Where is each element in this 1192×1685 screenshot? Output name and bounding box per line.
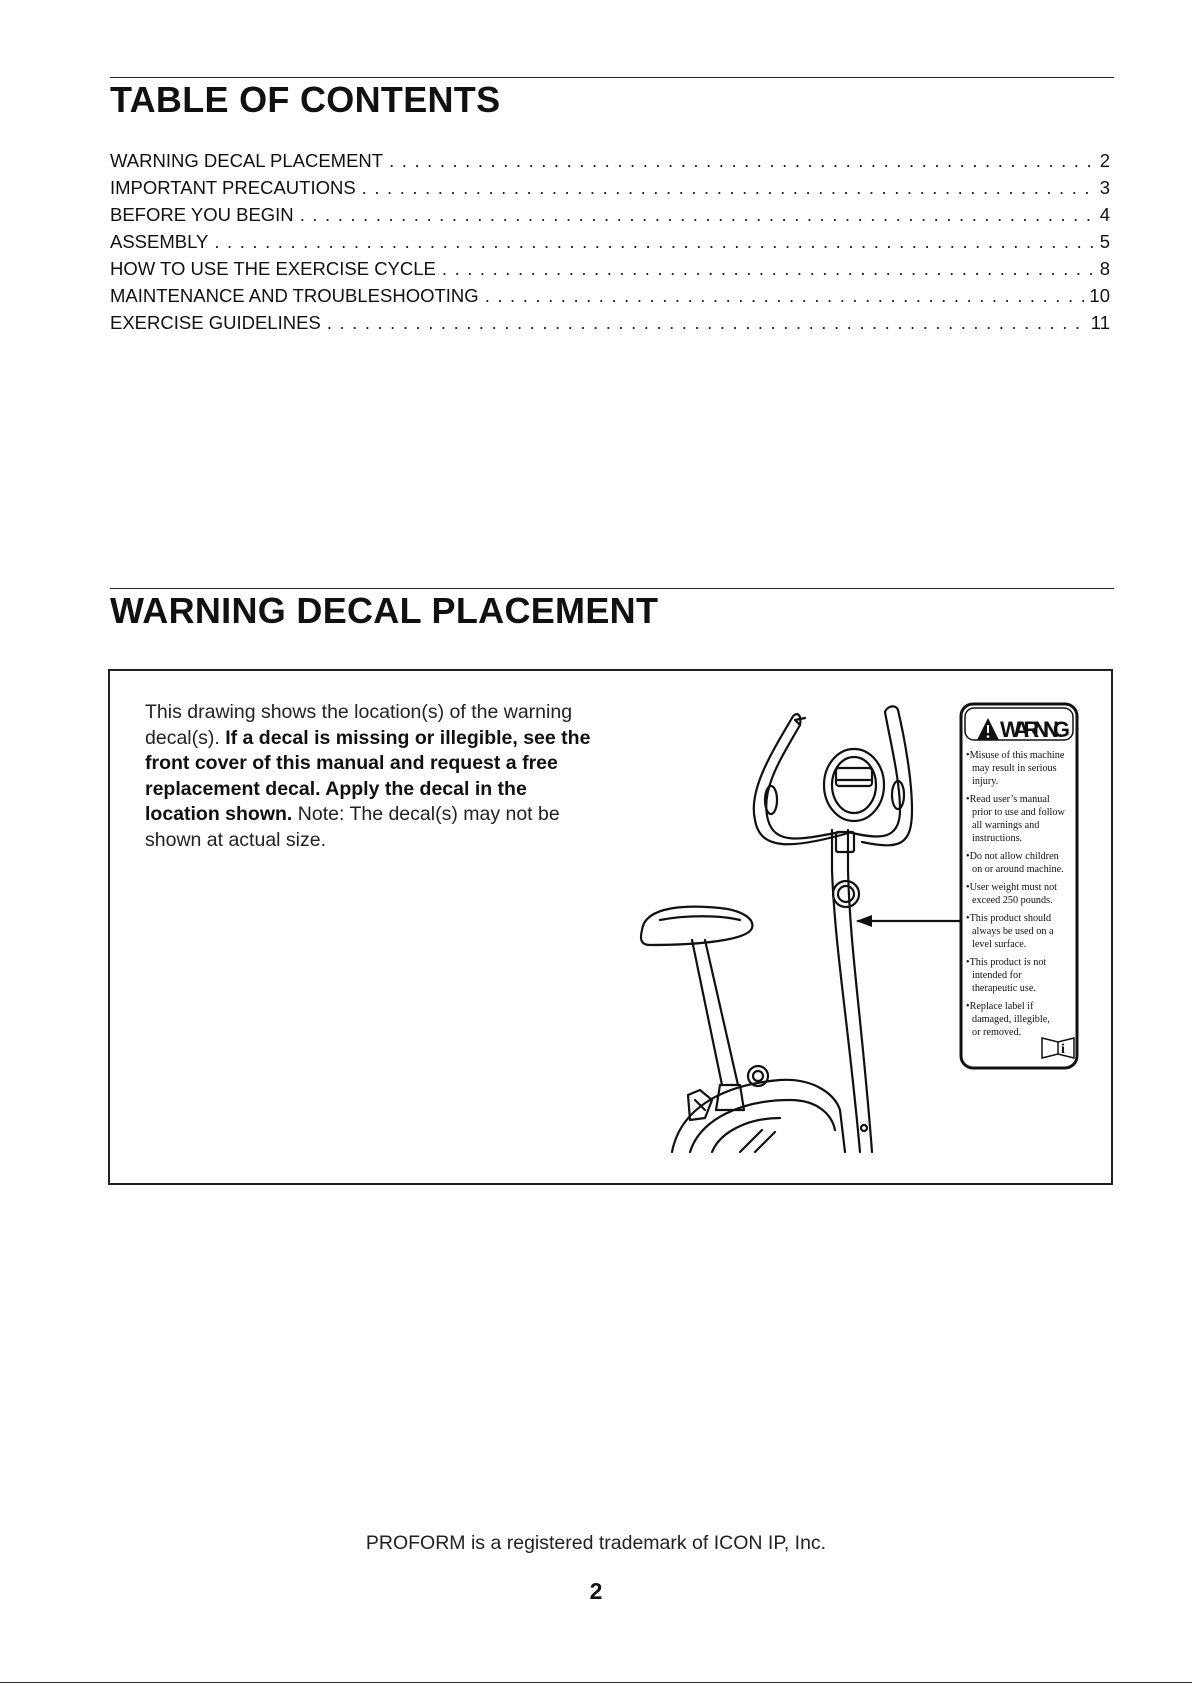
- decal-intro: This drawing shows the location(s) of the warning decal(s).: [145, 701, 573, 749]
- toc-entry-page: 8: [1099, 258, 1110, 279]
- toc-entry[interactable]: [110, 285, 1110, 312]
- toc-entry-page: 2: [1099, 150, 1110, 171]
- decal-heading: WARNING DECAL PLACEMENT: [110, 590, 659, 631]
- toc-leader-dots: [485, 285, 1088, 307]
- warning-label-line: prior to use and follow: [972, 807, 1065, 818]
- toc-entry-page: 10: [1089, 285, 1110, 306]
- toc-entry-page: 4: [1099, 204, 1110, 225]
- toc-heading: TABLE OF CONTENTS: [110, 79, 501, 120]
- warning-label-line: therapeutic use.: [972, 983, 1036, 994]
- warning-label-line: •This product is not: [966, 957, 1047, 968]
- toc-leader-dots: [362, 177, 1098, 199]
- toc-entry-page: 3: [1099, 177, 1110, 198]
- warning-label-line: or removed.: [972, 1027, 1022, 1038]
- decal-instructions: [145, 700, 605, 853]
- page-bottom-rule: [0, 1682, 1192, 1683]
- page-number: 2: [589, 1578, 603, 1604]
- toc-leader-dots: [300, 204, 1098, 226]
- toc-leader-dots: [327, 312, 1089, 334]
- upright-front: [832, 870, 860, 1152]
- toc-entry[interactable]: [110, 204, 1110, 231]
- toc-entry-title: IMPORTANT PRECAUTIONS: [110, 177, 356, 198]
- exercise-bike-drawing: [620, 690, 1100, 1160]
- warning-label-line: may result in serious: [972, 763, 1057, 774]
- warning-label-title: WARNING: [1000, 717, 1070, 742]
- toc-entry[interactable]: [110, 258, 1110, 285]
- svg-text:i: i: [1061, 1042, 1065, 1057]
- toc-entry-title: WARNING DECAL PLACEMENT: [110, 150, 384, 171]
- trademark-notice: PROFORM is a registered trademark of ICON IP, Inc.: [365, 1532, 827, 1554]
- warning-label-line: •User weight must not: [966, 882, 1058, 893]
- toc-entry-page: 5: [1099, 231, 1110, 252]
- toc-entry-page: 11: [1090, 312, 1110, 333]
- warning-label-line: injury.: [972, 776, 999, 787]
- toc-entry[interactable]: [110, 231, 1110, 258]
- toc-leader-dots: [389, 150, 1098, 172]
- table-of-contents: [110, 150, 1110, 339]
- warning-label-line: level surface.: [972, 939, 1027, 950]
- decal-top-rule: [110, 588, 1114, 589]
- seat-post: [692, 940, 722, 1085]
- toc-entry[interactable]: [110, 312, 1110, 339]
- toc-entry[interactable]: [110, 150, 1110, 177]
- warning-label-line: all warnings and: [972, 820, 1040, 831]
- warning-label-line: instructions.: [972, 833, 1023, 844]
- toc-entry-title: HOW TO USE THE EXERCISE CYCLE: [110, 258, 436, 279]
- toc-leader-dots: [214, 231, 1097, 253]
- warning-label-line: •Do not allow children: [966, 851, 1059, 862]
- warning-label-line: •Replace label if: [966, 1001, 1034, 1012]
- toc-entry-title: ASSEMBLY: [110, 231, 209, 252]
- toc-entry-title: MAINTENANCE AND TROUBLESHOOTING: [110, 285, 479, 306]
- warning-label-line: damaged, illegible,: [972, 1014, 1050, 1025]
- warning-label-line: always be used on a: [972, 926, 1054, 937]
- decal-note: Note: The decal(s) may not be shown at actual size.: [145, 803, 560, 851]
- warning-label-line: •This product should: [966, 913, 1052, 924]
- seat: [641, 907, 752, 945]
- toc-leader-dots: [442, 258, 1098, 280]
- toc-entry[interactable]: [110, 177, 1110, 204]
- warning-label-line: on or around machine.: [972, 864, 1064, 875]
- toc-entry-title: EXERCISE GUIDELINES: [110, 312, 321, 333]
- warning-label-line: •Misuse of this machine: [966, 750, 1065, 761]
- toc-top-rule: [110, 77, 1114, 78]
- decal-bold-instruction: If a decal is missing or illegible, see the front cover of this manual and request a free replacement decal. Apply the decal in the location shown.: [145, 726, 591, 825]
- warning-label-line: intended for: [972, 970, 1022, 981]
- toc-entry-title: BEFORE YOU BEGIN: [110, 204, 294, 225]
- warning-label-line: •Read user’s manual: [966, 794, 1050, 805]
- warning-label-line: exceed 250 pounds.: [972, 895, 1053, 906]
